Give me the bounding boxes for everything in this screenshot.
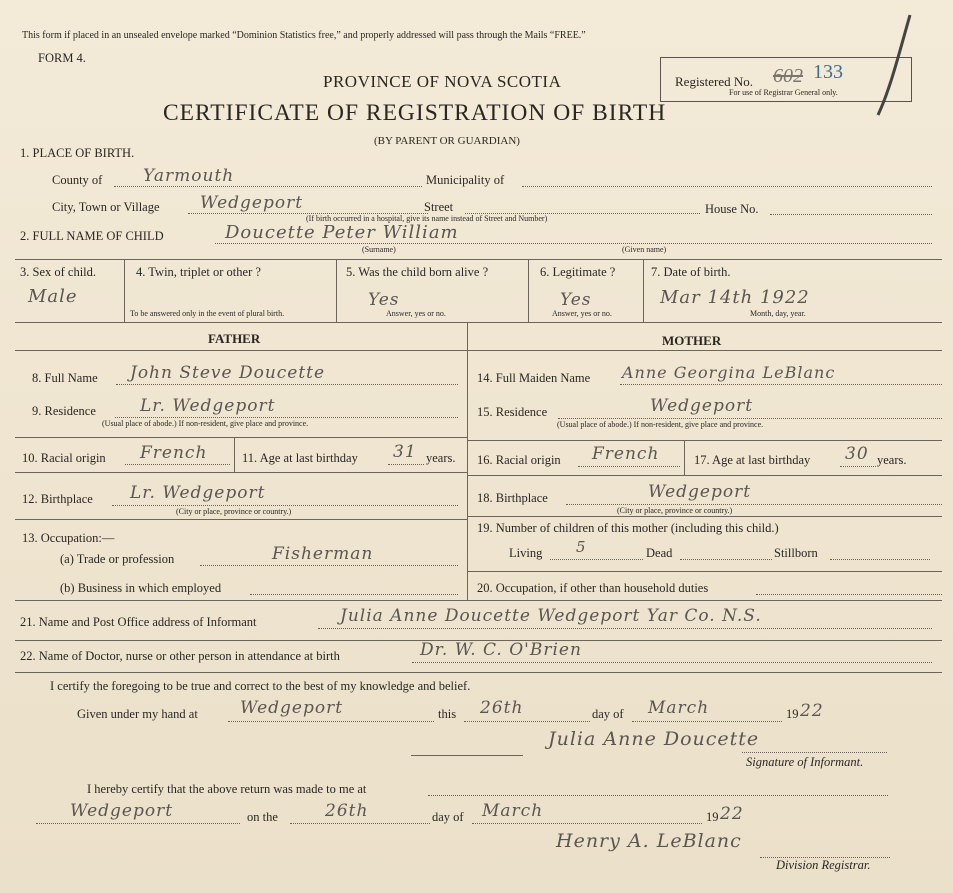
living-line (550, 559, 643, 560)
county-label: County of (52, 173, 103, 187)
city-value: Wedgeport (200, 193, 304, 213)
house-line (770, 214, 932, 215)
mother-racial-value: French (592, 444, 660, 464)
trade-line (200, 565, 458, 566)
mother-birthplace-value: Wedgeport (648, 482, 752, 502)
registrar-year-prefix: 19 (706, 810, 719, 824)
divider (15, 600, 942, 601)
legitimate-note: Answer, yes or no. (552, 309, 612, 318)
registrar-day-of-label: day of (432, 810, 464, 824)
given-place-line (228, 721, 434, 722)
registrar-place-line (36, 823, 240, 824)
child-name-label: 2. FULL NAME OF CHILD (20, 229, 164, 243)
divider (467, 475, 942, 476)
mother-residence-line (558, 418, 942, 419)
registrar-note: For use of Registrar General only. (729, 88, 838, 97)
day-of-label: day of (592, 707, 624, 721)
month-value: March (648, 698, 710, 718)
father-residence-line (115, 417, 458, 418)
mother-heading: MOTHER (662, 333, 722, 348)
on-the-label: on the (247, 810, 278, 824)
informant-signature-label: Signature of Informant. (746, 755, 864, 769)
divider (467, 350, 942, 351)
registrar-month-value: March (482, 801, 544, 821)
father-name-label: 8. Full Name (32, 371, 98, 385)
given-under-label: Given under my hand at (77, 707, 198, 721)
street-label: Street (424, 200, 454, 214)
father-birthplace-label: 12. Birthplace (22, 492, 93, 506)
trade-label: (a) Trade or profession (60, 552, 175, 566)
divider (234, 437, 235, 472)
father-age-line (388, 464, 424, 465)
divider (467, 440, 942, 441)
mother-name-value: Anne Georgina LeBlanc (622, 363, 836, 382)
mother-residence-value: Wedgeport (650, 396, 754, 416)
father-residence-note: (Usual place of abode.) If non-resident, give place and province. (102, 419, 309, 428)
registrar-signature: Henry A. LeBlanc (556, 830, 742, 852)
month-line (632, 721, 782, 722)
surname-label: (Surname) (362, 245, 396, 254)
mother-birthplace-label: 18. Birthplace (477, 491, 548, 505)
sex-value: Male (28, 286, 78, 307)
father-racial-label: 10. Racial origin (22, 451, 106, 465)
registrar-signature-label: Division Registrar. (776, 858, 871, 872)
stillborn-line (830, 559, 930, 560)
divider (528, 259, 529, 322)
registrar-statement-line (428, 795, 888, 796)
father-birthplace-value: Lr. Wedgeport (130, 483, 266, 503)
informant-line (318, 628, 932, 629)
divider (15, 259, 942, 260)
father-years: years. (426, 451, 456, 465)
divider (124, 259, 125, 322)
mother-name-label: 14. Full Maiden Name (477, 371, 591, 385)
registrar-month-line (472, 823, 702, 824)
father-residence-label: 9. Residence (32, 404, 96, 418)
dob-note: Month, day, year. (750, 309, 806, 318)
sex-label: 3. Sex of child. (20, 265, 97, 279)
divider (15, 472, 468, 473)
municipality-label: Municipality of (426, 173, 505, 187)
twin-note: To be answered only in the event of plural birth. (130, 309, 285, 318)
county-value: Yarmouth (143, 166, 235, 186)
dead-line (680, 559, 772, 560)
divider (336, 259, 337, 322)
mother-occupation-label: 20. Occupation, if other than household duties (477, 581, 709, 595)
dead-label: Dead (646, 546, 673, 560)
father-age-value: 31 (393, 442, 417, 462)
father-name-value: John Steve Doucette (130, 363, 326, 383)
registrar-day-line (290, 823, 430, 824)
occupation-label: 13. Occupation:— (22, 531, 115, 545)
signature-line (742, 752, 887, 753)
registrar-statement: I hereby certify that the above return was made to me at (87, 782, 367, 796)
city-label: City, Town or Village (52, 200, 160, 214)
this-label: this (438, 707, 457, 721)
business-label: (b) Business in which employed (60, 581, 222, 595)
hospital-note: (If birth occurred in a hospital, give its name instead of Street and Number) (306, 214, 548, 223)
divider (15, 350, 468, 351)
alive-value: Yes (368, 290, 400, 310)
registrar-year-suffix: 22 (720, 804, 744, 824)
child-name-value: Doucette Peter William (225, 222, 459, 243)
registered-struck-number: 602 (773, 65, 803, 87)
mother-residence-label: 15. Residence (477, 405, 548, 419)
mother-age-line (840, 466, 876, 467)
father-racial-line (125, 464, 230, 465)
divider (15, 672, 942, 673)
stillborn-label: Stillborn (774, 546, 818, 560)
divider (15, 322, 942, 323)
doctor-value: Dr. W. C. O'Brien (420, 640, 582, 660)
father-residence-value: Lr. Wedgeport (140, 396, 276, 416)
page-title: CERTIFICATE OF REGISTRATION OF BIRTH (163, 100, 667, 126)
county-line (114, 186, 422, 187)
living-label: Living (509, 546, 543, 560)
mail-notice: This form if placed in an unsealed envelope marked “Dominion Statistics free,” and properly addressed will pass through the Mails “FREE.” (22, 30, 586, 41)
dob-label: 7. Date of birth. (651, 265, 731, 279)
divider (411, 755, 523, 756)
given-name-label: (Given name) (622, 245, 667, 254)
father-age-label: 11. Age at last birthday (242, 451, 358, 465)
father-name-line (116, 384, 458, 385)
father-heading: FATHER (208, 331, 261, 346)
mother-racial-line (578, 466, 680, 467)
divider (467, 571, 942, 572)
business-line (250, 594, 458, 595)
divider (15, 437, 468, 438)
certify-statement: I certify the foregoing to be true and correct to the best of my knowledge and belief. (50, 679, 471, 693)
divider (643, 259, 644, 322)
doctor-label: 22. Name of Doctor, nurse or other person in attendance at birth (20, 649, 340, 663)
registered-number: 133 (813, 61, 843, 83)
legitimate-label: 6. Legitimate ? (540, 265, 616, 279)
year-suffix: 22 (800, 701, 824, 721)
twin-label: 4. Twin, triplet or other ? (136, 265, 261, 279)
mother-racial-label: 16. Racial origin (477, 453, 561, 467)
mother-age-value: 30 (845, 444, 869, 464)
informant-signature: Julia Anne Doucette (548, 728, 760, 750)
legitimate-value: Yes (560, 290, 592, 310)
mother-name-line (620, 384, 942, 385)
mother-birthplace-note: (City or place, province or country.) (617, 506, 733, 515)
place-of-birth-label: 1. PLACE OF BIRTH. (20, 146, 135, 160)
province-heading: PROVINCE OF NOVA SCOTIA (323, 72, 562, 91)
alive-note: Answer, yes or no. (386, 309, 446, 318)
mother-occupation-line (756, 594, 942, 595)
year-prefix: 19 (786, 707, 799, 721)
this-day-value: 26th (480, 698, 524, 718)
given-place-value: Wedgeport (240, 698, 344, 718)
child-name-line (215, 243, 932, 244)
divider (684, 440, 685, 475)
mother-years: years. (877, 453, 907, 467)
living-value: 5 (576, 538, 587, 556)
alive-label: 5. Was the child born alive ? (346, 265, 489, 279)
father-racial-value: French (140, 443, 208, 463)
mother-age-label: 17. Age at last birthday (694, 453, 811, 467)
trade-value: Fisherman (272, 544, 374, 564)
house-label: House No. (705, 202, 759, 216)
divider (467, 322, 468, 600)
pen-stroke-mark (870, 10, 920, 120)
dob-value: Mar 14th 1922 (660, 287, 810, 308)
informant-value: Julia Anne Doucette Wedgeport Yar Co. N.S. (340, 606, 762, 626)
father-birthplace-line (112, 505, 458, 506)
informant-label: 21. Name and Post Office address of Informant (20, 615, 257, 629)
registered-label: Registered No. (675, 74, 753, 89)
father-birthplace-note: (City or place, province or country.) (176, 507, 292, 516)
mother-birthplace-line (566, 504, 942, 505)
doctor-line (412, 662, 932, 663)
municipality-line (522, 186, 932, 187)
this-day-line (464, 721, 590, 722)
registrar-day-value: 26th (325, 801, 369, 821)
mother-residence-note: (Usual place of abode.) If non-resident, give place and province. (557, 420, 764, 429)
children-count-label: 19. Number of children of this mother (including this child.) (477, 521, 779, 535)
divider (15, 519, 468, 520)
registrar-place-value: Wedgeport (70, 801, 174, 821)
form-number: FORM 4. (38, 51, 86, 65)
divider (467, 516, 942, 517)
page-subtitle: (BY PARENT OR GUARDIAN) (374, 135, 520, 147)
